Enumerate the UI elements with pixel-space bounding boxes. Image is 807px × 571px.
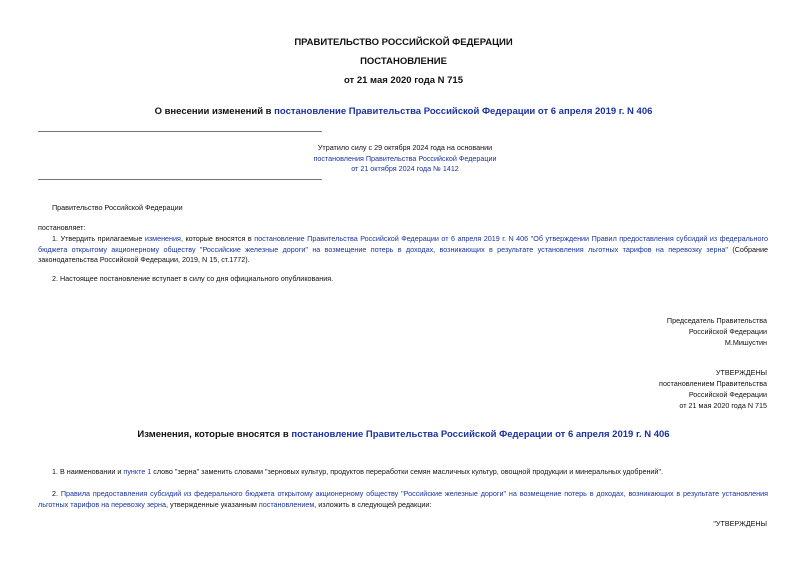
change-item-2-text-c: , изложить в следующей редакции:	[314, 499, 432, 509]
change-item-2-text-b: , утвержденные указанным	[166, 499, 259, 509]
divider-bottom	[38, 179, 322, 180]
paragraph-1	[38, 234, 768, 266]
rules-link[interactable]: Правила предоставления субсидий из федерального бюджета открытому акционерному обществу "Российские железные дороги" на возмещение потерь в доходах, возникающих в результате установления льготных тарифов на перевозку зерна	[38, 489, 768, 509]
signature-line1: Председатель Правительства	[666, 316, 767, 325]
changes-link[interactable]: изменения	[144, 234, 181, 243]
change-item-2-text-a: 2.	[52, 489, 61, 498]
gov-rf-text: Правительство Российской Федерации	[52, 203, 183, 212]
doc-type-heading: ПОСТАНОВЛЕНИЕ	[360, 56, 447, 67]
paragraph-1-text-a: 1. Утвердить прилагаемые	[52, 234, 145, 243]
signature-block	[667, 315, 767, 348]
change-item-2	[38, 489, 768, 510]
paragraph-2: 2. Настоящее постановление вступает в силу со дня официального опубликования.	[52, 274, 334, 283]
signature-name: М.Мишустин	[724, 338, 767, 347]
approved-line3: Российской Федерации	[688, 390, 767, 399]
status-note-link-resolution[interactable]: постановления Правительства Российской Федерации	[313, 153, 497, 163]
signature-line2: Российской Федерации	[688, 327, 767, 336]
status-note-line1: Утратило силу с 29 октября 2024 года на основании	[317, 143, 493, 152]
changes-title	[0, 429, 807, 440]
approved-block	[659, 367, 767, 411]
status-note	[260, 143, 550, 175]
paragraph-1-text-c: (Собрание законодательства Российской Федерации, 2019, N 15, ст.1772).	[38, 244, 769, 264]
change-item-1	[52, 467, 768, 478]
government-heading: ПРАВИТЕЛЬСТВО РОССИЙСКОЙ ФЕДЕРАЦИИ	[294, 37, 513, 48]
approved-line4: от 21 мая 2020 года N 715	[679, 401, 767, 410]
doc-title-prefix: О внесении изменений в	[154, 106, 275, 117]
point-1-link[interactable]: пункте 1	[123, 467, 152, 476]
doc-title	[0, 106, 807, 117]
resolution-406-link[interactable]: постановление Правительства Российской Федерации от 6 апреля 2019 г. N 406 "Об утверждении Правил предоставления субсидий из федерального бюджета открытому акционерному обществу "Российские железные дороги" на возмещение потерь в доходах, возникающих в результате установления льготных тарифов на перевозку зерна"	[38, 234, 768, 254]
resolves-text: постановляет:	[38, 223, 86, 232]
changes-title-link[interactable]: постановление Правительства Российской Федерации от 6 апреля 2019 г. N 406	[291, 429, 670, 440]
quote-approved: "УТВЕРЖДЕНЫ	[713, 519, 767, 528]
change-item-1-text-a: 1. В наименовании и	[52, 467, 124, 476]
change-item-1-text-b: слово "зерна" заменить словами "зерновых культур, продуктов переработки семян масличных культур, овощной продукции и минеральных удобрений".	[151, 467, 663, 476]
paragraph-1-text-b: , которые вносятся в	[180, 234, 255, 243]
divider-top	[38, 131, 322, 132]
doc-date-number: от 21 мая 2020 года N 715	[343, 75, 464, 86]
resolution-link[interactable]: постановлением	[258, 499, 315, 509]
approved-line2: постановлением Правительства	[659, 379, 767, 388]
approved-line1: УТВЕРЖДЕНЫ	[715, 368, 767, 377]
status-note-link-date[interactable]: от 21 октября 2024 года № 1412	[351, 164, 459, 173]
changes-title-prefix: Изменения, которые вносятся в	[137, 429, 292, 440]
doc-title-link[interactable]: постановление Правительства Российской Федерации от 6 апреля 2019 г. N 406	[274, 106, 653, 117]
